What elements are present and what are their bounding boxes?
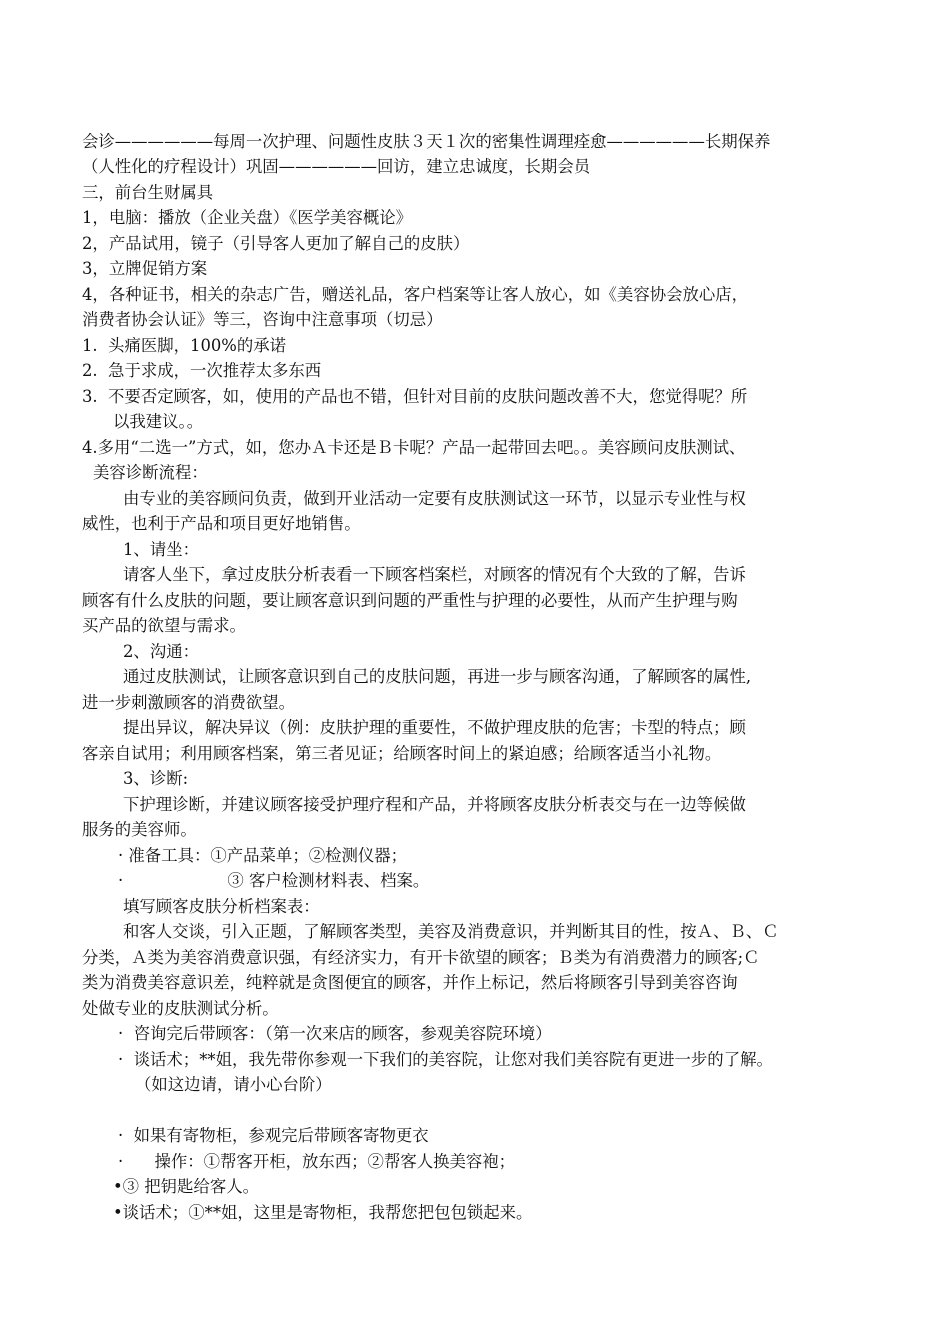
text-line-21: 2、沟通： [123, 642, 199, 661]
text-line-29: · 准备工具：①产品菜单；②检测仪器； [118, 846, 408, 865]
text-line-15: 由专业的美容顾问负责，做到开业活动一定要有皮肤测试这一环节，以显示专业性与权 [123, 489, 746, 508]
text-line-33: 分类，Ａ类为美容消费意识强，有经济实力，有开卡欲望的顾客；Ｂ类为有消费潜力的顾客;Ｃ [82, 948, 760, 967]
text-line-36: · 咨询完后带顾客：（第一次来店的顾客，参观美容院环境） [118, 1024, 552, 1043]
text-line-24: 提出异议，解决异议（例：皮肤护理的重要性，不做护理皮肤的危害；卡型的特点；顾 [123, 718, 746, 737]
text-line-4: 1，电脑：播放（企业关盘）《医学美容概论》 [82, 208, 413, 227]
text-line-22: 通过皮肤测试，让顾客意识到自己的皮肤问题，再进一步与顾客沟通，了解顾客的属性, [123, 667, 752, 686]
text-line-12: 以我建议。。 [113, 412, 204, 431]
text-line-16: 威性，也利于产品和项目更好地销售。 [82, 514, 361, 533]
text-line-2: （人性化的疗程设计）巩固——————回访，建立忠诚度，长期会员 [82, 157, 591, 176]
text-line-9: 1. 头痛医脚，100%的承诺 [82, 336, 287, 355]
text-line-8: 消费者协会认证》等三，咨询中注意事项（切忌） [82, 310, 443, 329]
text-line-41: •③ 把钥匙给客人。 [113, 1177, 260, 1196]
text-line-37: · 谈话术；**姐，我先带你参观一下我们的美容院，让您对我们美容院有更进一步的了解。 [118, 1050, 773, 1069]
text-line-40: · 操作：①帮客开柜，放东西；②帮客人换美容袍； [118, 1152, 516, 1171]
text-line-32: 和客人交谈，引入正题，了解顾客类型，美容及消费意识，并判断其目的性，按Ａ、Ｂ、Ｃ [123, 922, 779, 941]
text-line-30: · ③ 客户检测材料表、档案。 [118, 871, 430, 890]
text-line-42: •谈话术；①**姐，这里是寄物柜，我帮您把包包锁起来。 [113, 1203, 533, 1222]
text-line-25: 客亲自试用；利用顾客档案，第三者见证；给顾客时间上的紧迫感；给顾客适当小礼物。 [82, 744, 722, 763]
text-line-7: 4，各种证书，相关的杂志广告，赠送礼品，客户档案等让客人放心，如《美容协会放心店， [82, 285, 749, 304]
text-line-23: 进一步刺激顾客的消费欲望。 [82, 693, 296, 712]
text-line-38: （如这边请，请小心台阶） [135, 1075, 332, 1094]
text-line-19: 顾客有什么皮肤的问题，要让顾客意识到问题的严重性与护理的必要性，从而产生护理与购 [82, 591, 738, 610]
text-line-35: 处做专业的皮肤测试分析。 [82, 999, 279, 1018]
text-line-17: 1、请坐： [123, 540, 199, 559]
text-line-11: 3. 不要否定顾客，如，使用的产品也不错，但针对目前的皮肤问题改善不大，您觉得呢？所 [82, 387, 748, 406]
text-line-39: · 如果有寄物柜，参观完后带顾客寄物更衣 [118, 1126, 429, 1145]
text-line-10: 2. 急于求成，一次推荐太多东西 [82, 361, 322, 380]
text-line-6: 3，立牌促销方案 [82, 259, 208, 278]
text-line-1: 会诊——————每周一次护理、问题性皮肤３天１次的密集性调理痊愈——————长期保养 [82, 132, 771, 151]
text-line-34: 类为消费美容意识差，纯粹就是贪图便宜的顾客，并作上标记，然后将顾客引导到美容咨询 [82, 973, 738, 992]
text-line-13: 4.多用“二选一”方式，如，您办Ａ卡还是Ｂ卡呢？产品一起带回去吧。。美容顾问皮肤测试、 [82, 438, 746, 457]
text-line-18: 请客人坐下，拿过皮肤分析表看一下顾客档案栏，对顾客的情况有个大致的了解，告诉 [123, 565, 746, 584]
text-line-5: 2，产品试用，镜子（引导客人更加了解自己的皮肤） [82, 234, 470, 253]
text-line-14: 美容诊断流程： [93, 463, 208, 482]
text-line-3: 三，前台生财属具 [82, 183, 214, 202]
text-line-31: 填写顾客皮肤分析档案表： [123, 897, 320, 916]
text-line-26: 3、诊断: [123, 769, 189, 788]
text-line-28: 服务的美容师。 [82, 820, 197, 839]
text-line-27: 下护理诊断，并建议顾客接受护理疗程和产品，并将顾客皮肤分析表交与在一边等候做 [123, 795, 746, 814]
text-line-20: 买产品的欲望与需求。 [82, 616, 246, 635]
